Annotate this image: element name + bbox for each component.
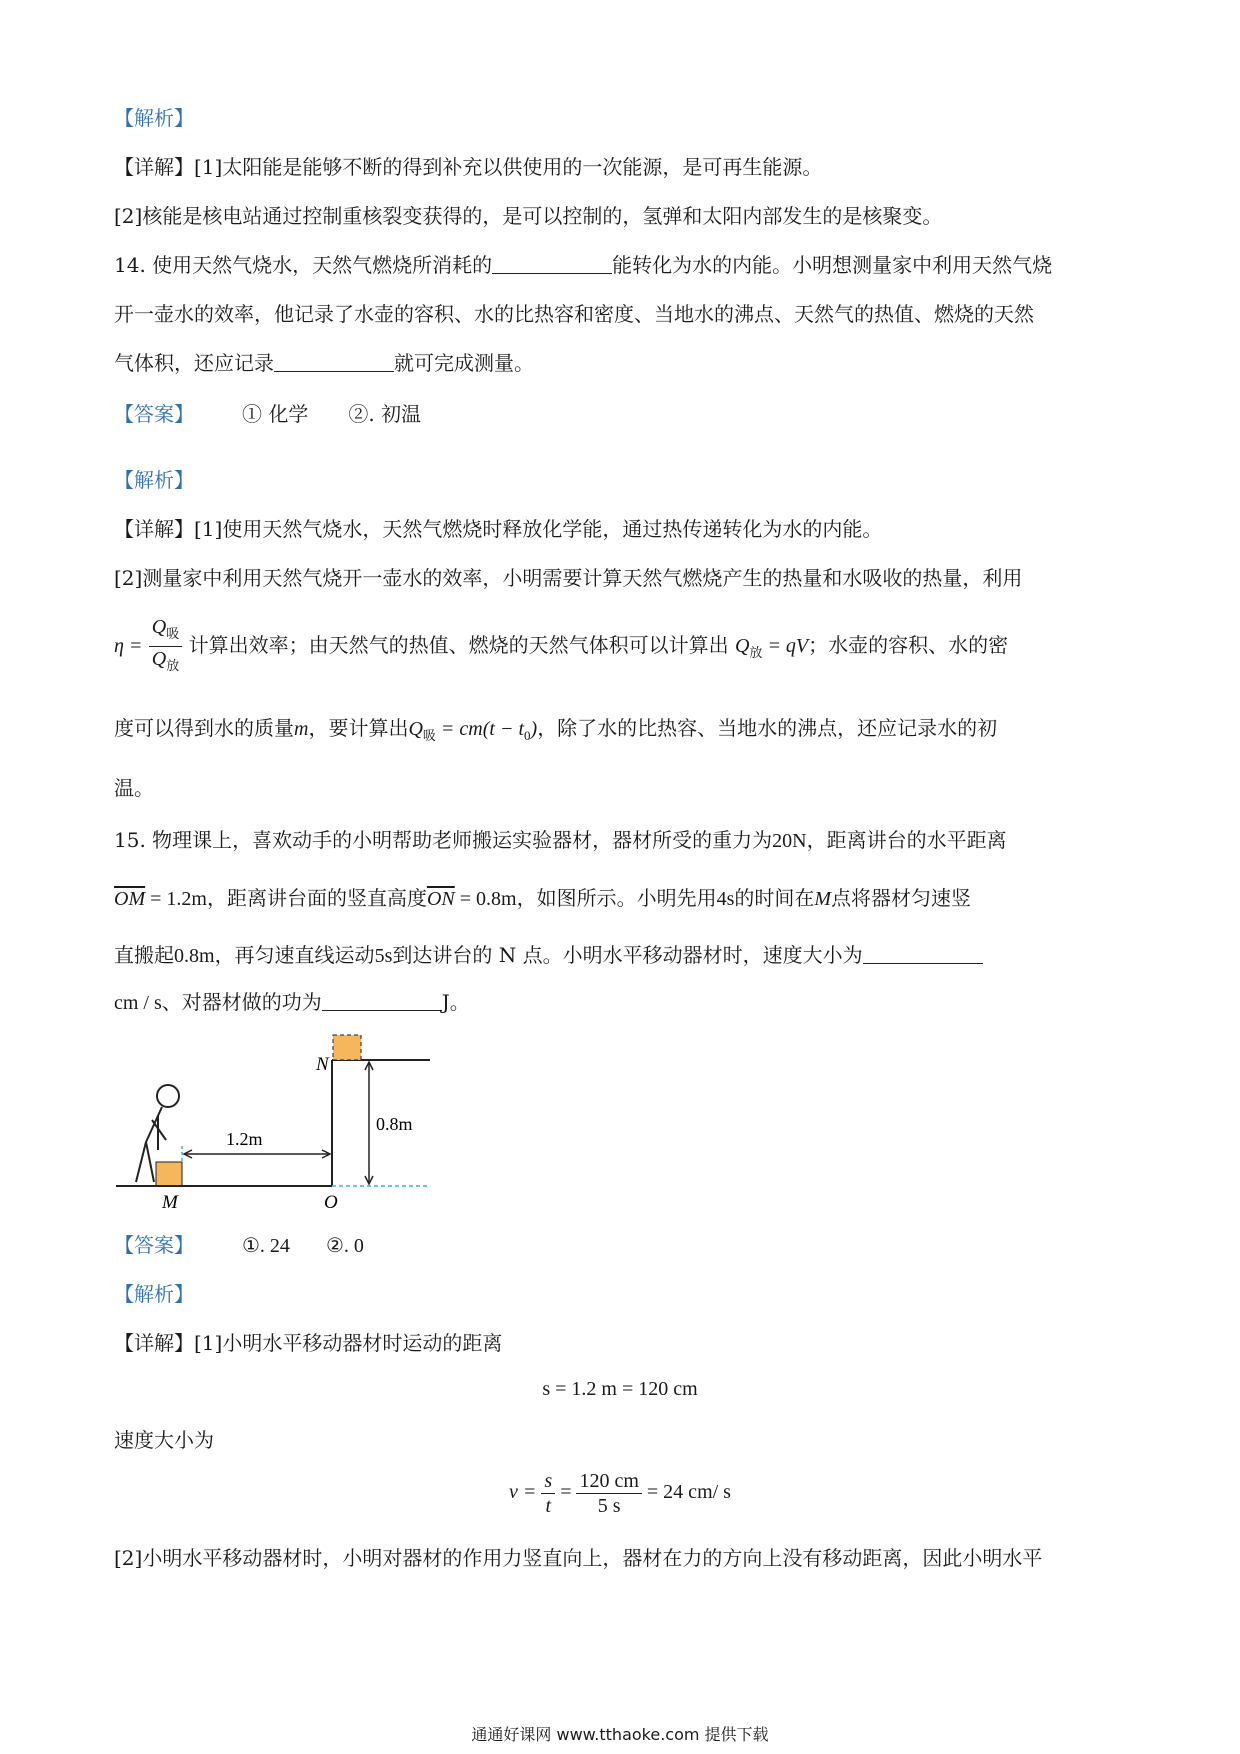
q14-answer: 【答案】 ① 化学 ②. 初温 xyxy=(114,402,422,426)
label-n: N xyxy=(316,1054,329,1075)
q13-detail-1: 【详解】[1]太阳能是能够不断的得到补充以供使用的一次能源，是可再生能源。 xyxy=(114,155,823,179)
label-horizontal-distance: 1.2m xyxy=(226,1129,263,1149)
equipment-box-n xyxy=(333,1035,361,1060)
q14-stem-line1: 14. 使用天然气烧水，天然气燃烧所消耗的 能转化为水的内能。小明想测量家中利用天然气烧 xyxy=(114,253,1053,277)
q15-equation-speed: v = $\frac{s}{t}$ = $\frac{120 cm}{5 s}$ = 24 cm/ s xyxy=(509,1469,731,1517)
answer-blank xyxy=(274,349,394,372)
answer-blank xyxy=(492,251,612,274)
q14-efficiency-formula: η = $\frac{Q_吸}{Q_放}$ 计算出效率；由天然气的热值、燃烧的天然气体积可以计算出 $Q_放$ = qV；水壶的容积、水的密 xyxy=(114,615,1008,683)
q15-answer: 【答案】 ①. 24 ②. 0 xyxy=(114,1233,364,1257)
label-o: O xyxy=(324,1192,338,1210)
q14-detail-2: [2]测量家中利用天然气烧开一壶水的效率，小明需要计算天然气燃烧产生的热量和水吸收的热量，利用 xyxy=(114,566,1023,590)
analysis-heading-q14: 【解析】 xyxy=(114,468,194,492)
q15-stem-line1: 15. 物理课上，喜欢动手的小明帮助老师搬运实验器材，器材所受的重力为20N，距离讲台的水平距离 xyxy=(114,828,1007,852)
q14-stem-line2: 开一壶水的效率，他记录了水壶的容积、水的比热容和密度、当地水的沸点、天然气的热值、燃烧的天然 xyxy=(114,302,1034,326)
q14-stem-line3: 气体积，还应记录 就可完成测量。 xyxy=(114,351,534,375)
analysis-heading-q13: 【解析】 xyxy=(114,106,194,130)
horizontal-dimension-arrow xyxy=(184,1150,330,1158)
answer-blank xyxy=(863,941,983,964)
detail-tag: 【详解】 xyxy=(114,155,194,179)
q15-speed-label: 速度大小为 xyxy=(114,1428,214,1452)
label-m: M xyxy=(162,1192,178,1210)
q15-stem-line4: cm / s、对器材做的功为 J。 xyxy=(114,990,470,1014)
q15-detail-2: [2]小明水平移动器材时，小明对器材的作用力竖直向上，器材在力的方向上没有移动距离，因此小明水平 xyxy=(114,1546,1043,1570)
equipment-box-m xyxy=(156,1162,182,1186)
q15-equation-distance: s = 1.2 m = 120 cm xyxy=(542,1378,698,1400)
q13-detail-2: [2]核能是核电站通过控制重核裂变获得的，是可以控制的，氢弹和太阳内部发生的是核聚变。 xyxy=(114,204,943,228)
q15-stem-line2: $\overline{OM} = 1.2m$，距离讲台面的竖直高度$\overline{ON} = 0.8m$，如图所示。小明先用4s的时间在M点将器材匀速竖 xyxy=(114,886,972,910)
q15-diagram xyxy=(100,1030,440,1210)
q14-mass-line: 度可以得到水的质量m，要计算出$Q_吸 = cm(t - t_0)$，除了水的比热容、当地水的沸点，还应记录水的初 xyxy=(114,716,998,743)
q14-last-line: 温。 xyxy=(114,776,154,800)
q15-stem-line3: 直搬起0.8m，再匀速直线运动5s到达讲台的 N 点。小明水平移动器材时，速度大小为 xyxy=(114,941,983,970)
page-footer: 通通好课网 www.tthaoke.com 提供下载 xyxy=(471,1725,769,1744)
q15-detail-1: 【详解】[1]小明水平移动器材时运动的距离 xyxy=(114,1331,503,1355)
label-vertical-distance: 0.8m xyxy=(376,1114,413,1134)
efficiency-fraction: $\frac{Q_吸}{Q_放}$ xyxy=(149,615,182,678)
analysis-heading-q15: 【解析】 xyxy=(114,1282,194,1306)
answer-blank xyxy=(322,988,442,1011)
q14-detail-1: 【详解】[1]使用天然气烧水，天然气燃烧时释放化学能，通过热传递转化为水的内能。 xyxy=(114,517,883,541)
vertical-dimension-arrow xyxy=(365,1062,373,1184)
